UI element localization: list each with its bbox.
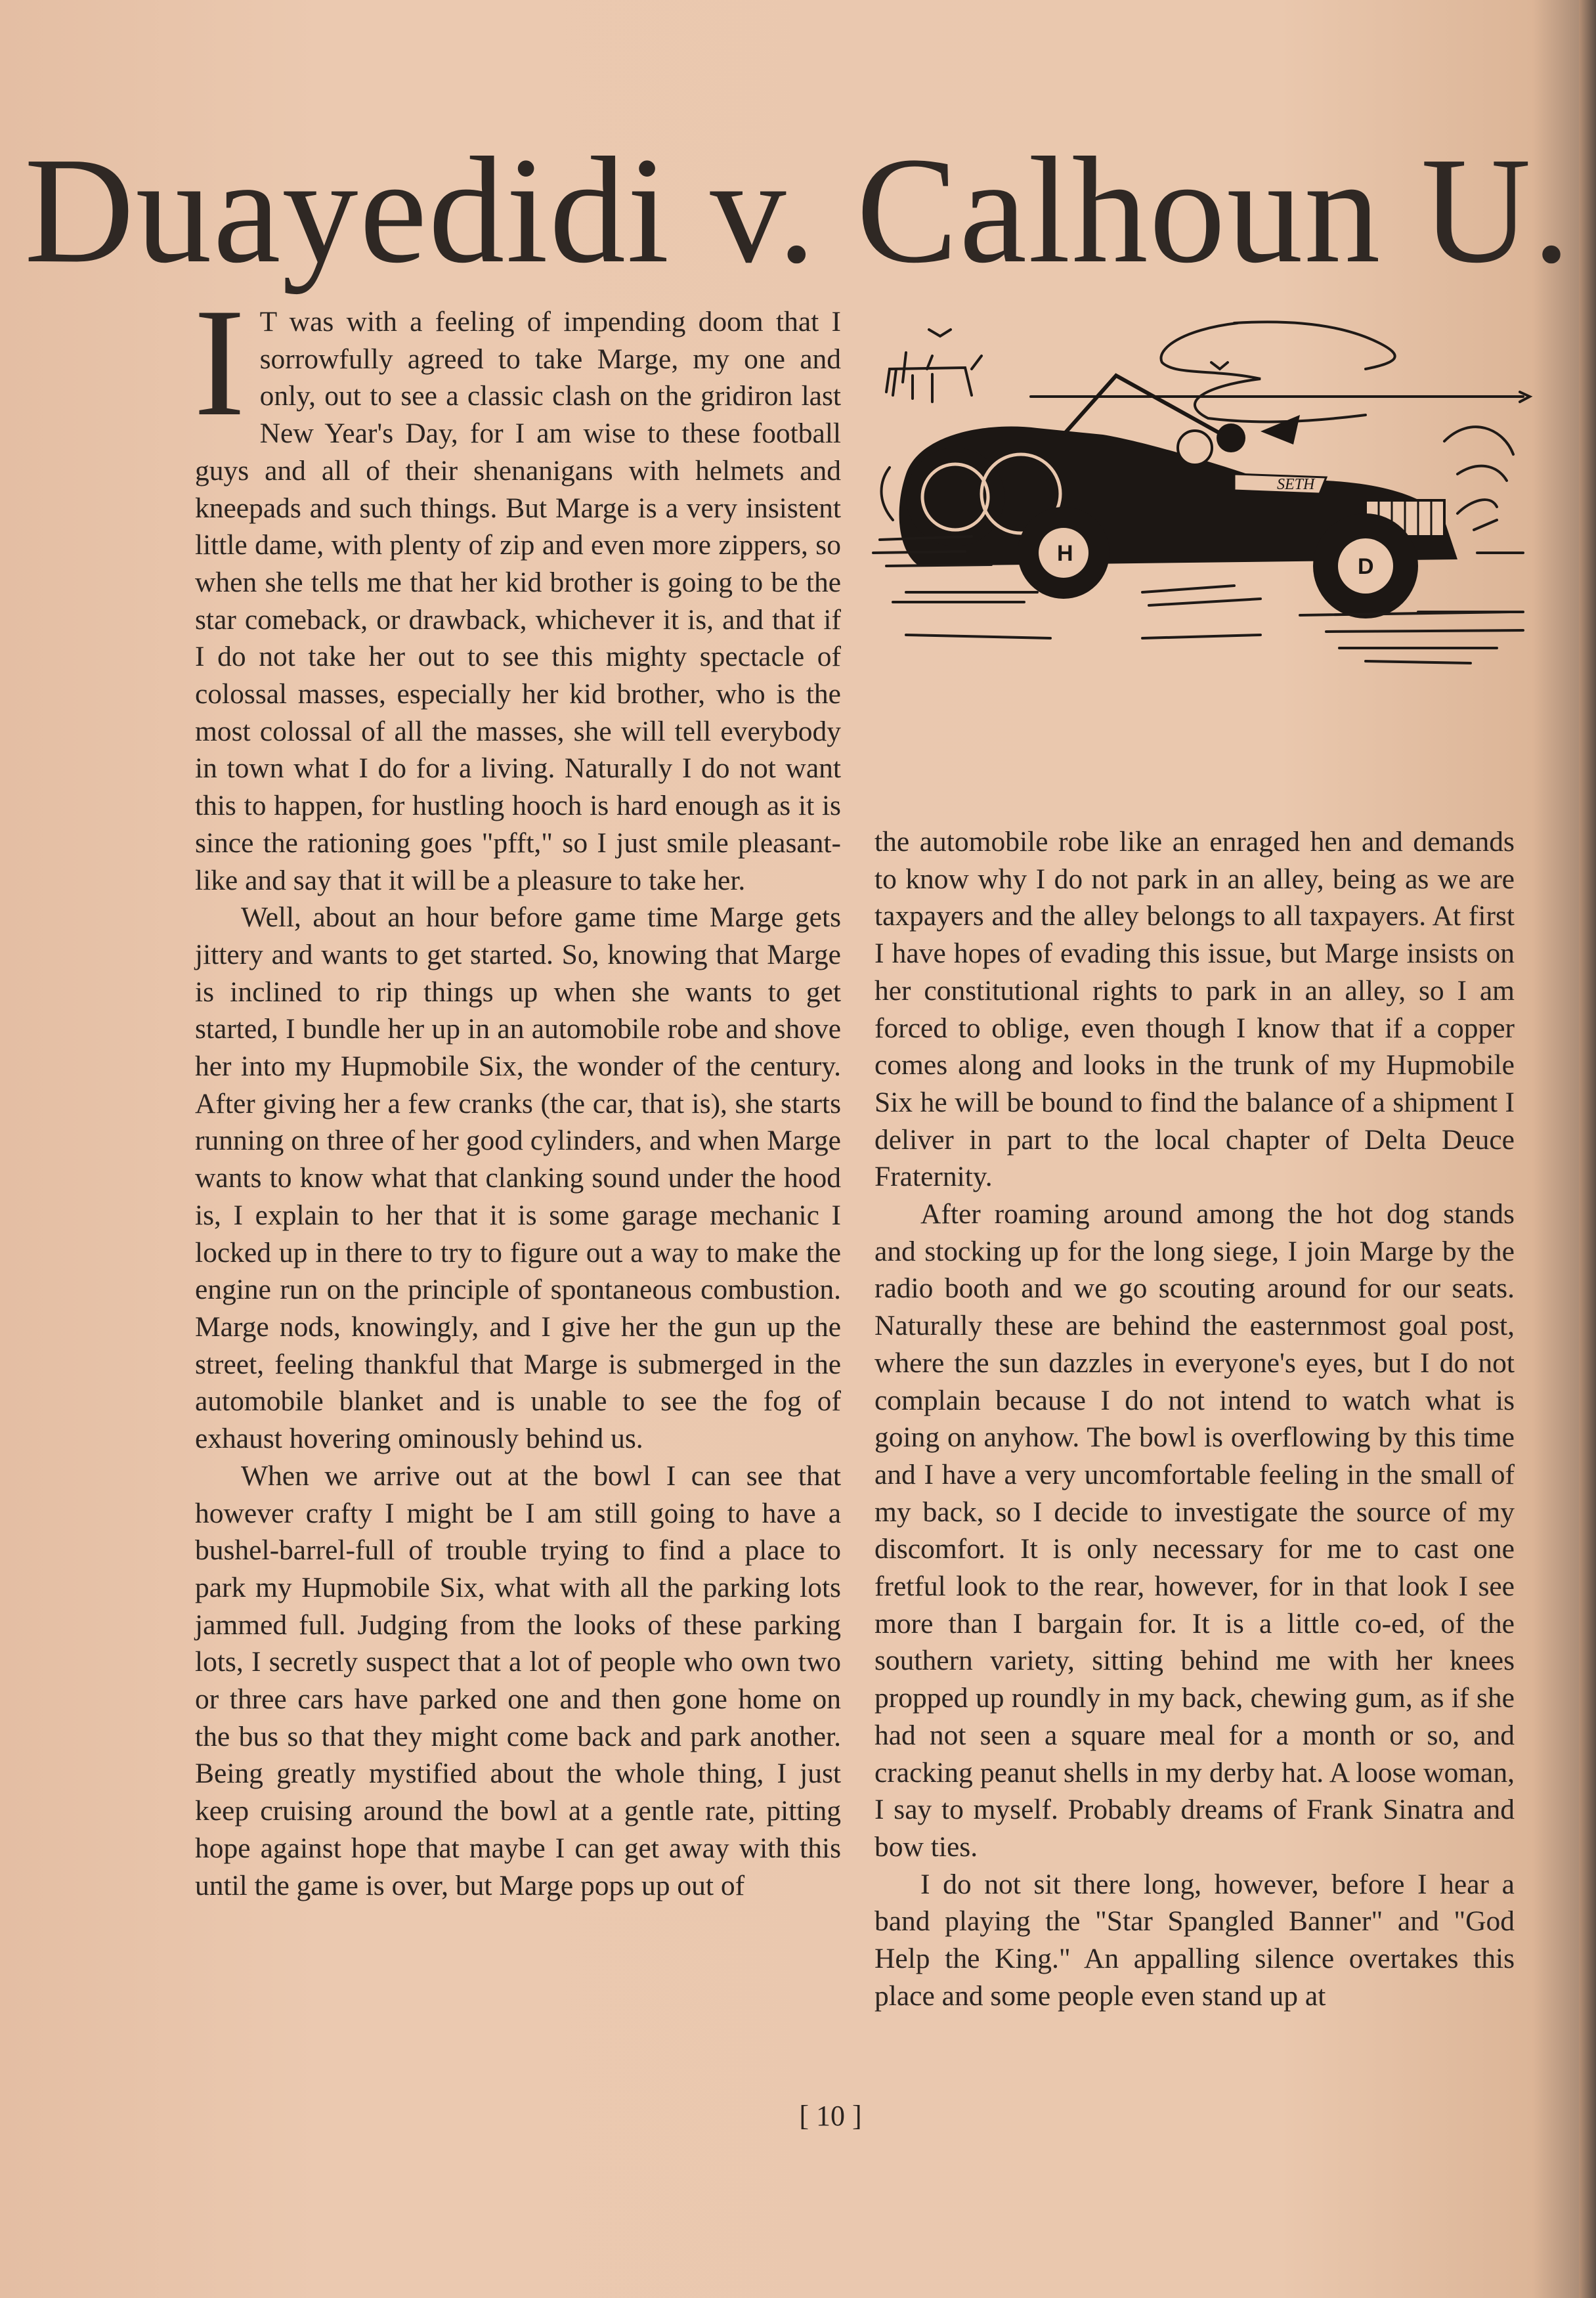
paragraph-2: Well, about an hour before game time Marge gets jittery and wants to get started. So, knowing that Marge is inclined to rip things up when she wants to get started, I bundle her up in an automobile robe and shove her into my Hupmobile Six, the wonder of the century. After giving her a few cranks (the car, that is), she starts running on three of her good cylinders, and when Marge wants to know what that clanking sound under the hood is, I explain to her that it is some garage mechanic I locked up in there to try to figure out a way to make the engine run on the principle of spontaneous combustion. Marge nods, knowingly, and I give her the gun up the street, feeling thankful that Marge is submerged in the automobile blanket and is unable to see the fog of exhaust hovering ominously behind us. [195, 901, 841, 1455]
svg-text:D: D [1358, 554, 1374, 579]
left-column [194, 277, 841, 1904]
illustration-signature: SETH [1277, 476, 1315, 493]
drop-cap: I [194, 277, 246, 448]
car-illustration [867, 303, 1533, 815]
svg-text:H: H [1057, 541, 1073, 566]
paragraph-4: the automobile robe like an enraged hen and demands to know why I do not park in an alley, being as we are taxpayers and the alley belongs to all taxpayers. At first I have hopes of evading this issue, but Marge insists on her constitutional rights to park in an alley, so I am forced to oblige, even though I know that if a copper comes along and looks in the trunk of my Hupmobile Six he will be bound to find the balance of a shipment I deliver in part to the local chapter of Delta Deuce Fraternity. [874, 826, 1515, 1193]
car-icon [899, 376, 1457, 618]
paragraph-5: After roaming around among the hot dog stands and stocking up for the long siege, I join Marge by the radio booth and we go scouting around for our seats. Naturally these are behind the easternmost goal post, where the sun dazzles in everyone's eyes, but I do not complain because I do not intend to watch what is going on anyhow. The bowl is overflowing by this time and I have a very uncomfortable feeling in the small of my back, so I decide to investigate the source of my discomfort. It is only necessary for me to cast one fretful look to the rear, however, for in that look I see more than I bargain for. It is a little co-ed, of the southern variety, sitting behind me with her knees propped up roundly in my back, chewing gum, as if she had not seen a square meal for a month or so, and cracking peanut shells in my derby hat. A loose woman, I say to myself. Probably dreams of Frank Sinatra and bow ties. [874, 1198, 1515, 1863]
page-number: [ 10 ] [799, 2100, 862, 2132]
paragraph-1-text: T was with a feeling of impending doom that I sorrowfully agreed to take Marge, my one and only, out to see a classic clash on the gridiron last New Year's Day, for I am wise to these football guys and all of their shenanigans with helmets and kneepads and such things. But Marge is a very insistent little dame, with plenty of zip and even more zippers, so when she tells me that her kid brother is going to be the star comeback, or drawback, whichever it is, and that if I do not take her out to see this mighty spectacle of colossal masses, especially her kid brother, who is the most colossal of all the masses, she will tell everybody in town what I do for a living. Naturally I do not want this to happen, for hustling hooch is hard enough as it is since the rationing goes "pfft," so I just smile pleasant-like and say that it will be a pleasure to take her. [195, 306, 841, 896]
paragraph-1 [194, 277, 841, 899]
article-title: Duayedidi v. Calhoun U. [24, 126, 1572, 295]
page-edge-shadow [1579, 0, 1596, 2298]
paragraph-6: I do not sit there long, however, before I hear a band playing the "Star Spangled Banner" and "God Help the King." An appalling silence overtakes this place and some people even stand up at [874, 1868, 1515, 2012]
right-column [874, 823, 1515, 2015]
paragraph-3: When we arrive out at the bowl I can see that however crafty I might be I am still going to have a bushel-barrel-full of trouble trying to find a place to park my Hupmobile Six, what with all the parking lots jammed full. Judging from the looks of these parking lots, I secretly suspect that a lot of people who own two or three cars have parked one and then gone home on the bus so that they might come back and park another. Being greatly mystified about the whole thing, I just keep cruising around the bowl at a gentle rate, pitting hope against hope that maybe I can get away with this until the game is over, but Marge pops up out of [195, 1460, 841, 1901]
